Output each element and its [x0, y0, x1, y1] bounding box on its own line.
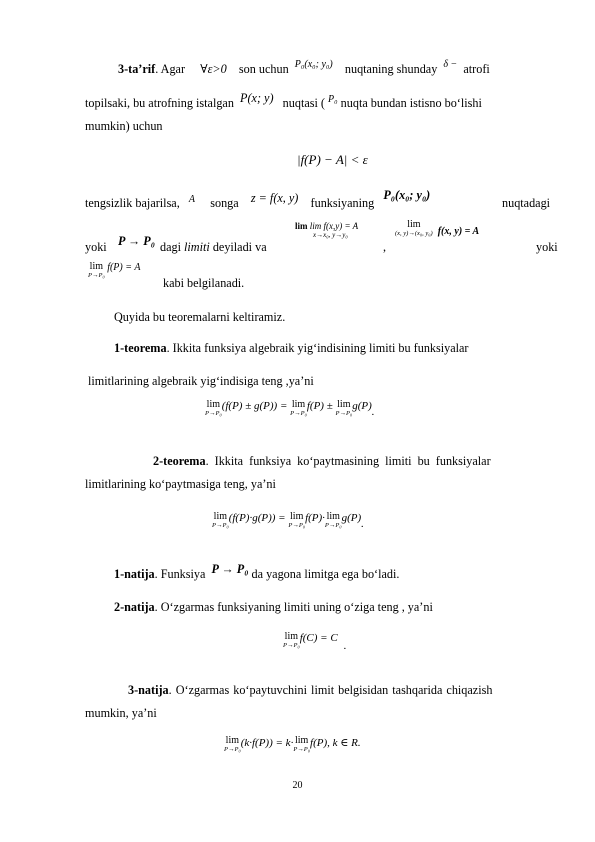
text: yoki: [536, 240, 558, 254]
lim-pair-notation: [395, 219, 480, 238]
point-pxy: P(x; y): [240, 91, 274, 105]
definition-3-line-3: [85, 119, 163, 134]
lim-block: [335, 400, 352, 418]
lim-block: [224, 736, 241, 754]
definition-label: 3-ta’rif: [118, 62, 156, 76]
formula-part: f(P) ±: [306, 400, 336, 412]
text: limitlarining ko‘paytmasiga teng, ya’ni: [85, 477, 276, 491]
limit-value-a: A: [188, 194, 196, 205]
lim-p-notation: [88, 262, 140, 280]
lim-subscript: P→P₀: [293, 746, 311, 753]
text: nuqtaning shunday: [344, 62, 438, 76]
theorem-1-line-1: [114, 341, 469, 356]
lim-word: lim: [291, 399, 306, 410]
text: . Ikkita funksiya ko‘paytmasining limiti bu funksiyalar: [205, 454, 491, 468]
lim-subscript: P→P₀: [288, 522, 306, 529]
lim-word: lim: [407, 219, 421, 230]
definition-3-line-5: [85, 240, 107, 255]
lim-subscript: (x, y)→(x₀, y₀): [395, 230, 433, 237]
lim-word: lim: [213, 511, 228, 522]
text: tengsizlik bajarilsa,: [85, 196, 180, 210]
theorem-2-line-2: [85, 477, 276, 492]
text: kabi belgilanadi.: [163, 276, 245, 290]
arrow-expression: P → P₀: [211, 562, 249, 576]
theorem-1-line-2: [88, 374, 314, 389]
lim-double-notation: [295, 222, 358, 240]
lim-subscript: P→P₀: [283, 642, 300, 649]
lim-word: lim: [225, 735, 240, 746]
lim-subscript: P→P₀: [335, 410, 353, 417]
corollary-3-line-2: [85, 706, 157, 721]
lim-word: lim: [337, 399, 351, 410]
text: mumkin, ya’ni: [85, 706, 157, 720]
inequality-formula: [297, 152, 368, 168]
corollary-label: 2-natija: [114, 600, 155, 614]
theorem-label: 1-teorema: [114, 341, 167, 355]
definition-3-line-2: [85, 91, 482, 112]
lim-subscript: P→P₀: [88, 272, 105, 279]
lim-block: [395, 220, 433, 238]
text: . Agar: [155, 62, 186, 76]
text: . Ikkita funksiya algebraik yig‘indisining limiti bu funksiyalar: [166, 341, 469, 355]
text: . O‘zgarmas funksiyaning limiti uning o‘ziga teng , ya’ni: [154, 600, 433, 614]
lim-word: lim: [295, 735, 309, 746]
corollary-3-line-1: [128, 683, 492, 698]
corollary-1: [114, 562, 400, 582]
lim-subscript: x→x₀, y→y₀: [313, 231, 348, 239]
lim-block: [205, 400, 222, 418]
text: . O‘zgarmas ko‘paytuvchini limit belgisidan tashqarida chiqazish: [168, 683, 493, 697]
text: yoki: [85, 240, 107, 254]
lim-block: [212, 512, 229, 530]
theorem-label: 2-teorema: [153, 454, 206, 468]
formula-part: (k·f(P)) = k·: [240, 737, 294, 749]
limit-term: limiti: [184, 240, 210, 254]
formula-part: f(P), k ∈ R.: [310, 737, 361, 749]
lim-subscript: P→P₀: [212, 522, 229, 529]
text: topilsaki, bu atrofning istalgan: [85, 96, 234, 110]
corollary-label: 1-natija: [114, 567, 155, 581]
lim-word: lim: [206, 399, 221, 410]
lim-expression: f(P) = A: [107, 262, 141, 273]
lim-block: [293, 736, 310, 754]
theorem-2-line-1: [153, 454, 556, 469]
text: nuqtadagi: [502, 196, 551, 210]
point-p0: P₀(x₀; y₀): [294, 59, 333, 70]
formula-part: (f(P) ± g(P)) =: [221, 400, 291, 412]
point-p0-small: P₀: [328, 94, 338, 105]
function-z: z = f(x, y): [250, 191, 299, 205]
epsilon-condition: ∀ε>0: [200, 62, 227, 76]
lim-block: [88, 262, 105, 280]
lim-subscript: P→P₀: [224, 746, 241, 753]
lim-block: [325, 512, 342, 530]
lim-block: [288, 512, 305, 530]
lim-subscript: P→P₀: [324, 522, 342, 529]
formula-part: f(P)·: [305, 512, 325, 524]
definition-3-word-nuqtadagi: [502, 196, 550, 211]
theorem-2-formula: [212, 512, 364, 530]
text: nuqtasi (: [282, 96, 325, 110]
arrow-p-to-p0: [118, 234, 155, 249]
lim-word: lim: [295, 221, 308, 231]
text: da yagona limitga ega bo‘ladi.: [251, 567, 400, 581]
text: funksiyaning: [310, 196, 375, 210]
formula-dot: .: [371, 406, 375, 418]
formula-dot: .: [361, 518, 364, 530]
text: atrofi: [463, 62, 490, 76]
lim-subscript: P→P₀: [205, 410, 222, 417]
definition-3-line-1: [118, 59, 490, 78]
text: mumkin) uchun: [85, 119, 163, 133]
text: songa: [210, 196, 239, 210]
page-number: 20: [292, 780, 303, 791]
formula-part: (f(P)·g(P)) =: [228, 512, 289, 524]
delta-symbol: δ −: [443, 59, 458, 70]
text: son uchun: [238, 62, 289, 76]
lim-word: lim: [89, 261, 104, 272]
definition-3-yoki: [536, 240, 558, 255]
lim-word: lim: [326, 511, 340, 522]
text: dagi: [160, 240, 181, 254]
corollary-2-formula: [283, 632, 346, 650]
corollary-label: 3-natija: [128, 683, 169, 697]
text: . Funksiya: [154, 567, 206, 581]
comma-text: ,: [383, 240, 387, 254]
intro-line: [114, 310, 285, 325]
theorem-1-formula: [205, 400, 374, 418]
formula-part: g(P): [352, 400, 372, 412]
text: nuqta bundan istisno bo‘lishi: [340, 96, 482, 110]
formula-part: g(P): [341, 512, 362, 524]
lim-word: lim: [290, 511, 304, 522]
lim-block: [290, 400, 307, 418]
definition-3-line-5b: [160, 240, 267, 255]
text: deyiladi va: [212, 240, 267, 254]
point-p0: P₀(x₀; y₀): [383, 188, 431, 202]
comma: [383, 240, 386, 255]
inequality: |f(P) − A| < ε: [297, 152, 368, 167]
lim-block: [283, 632, 300, 650]
corollary-3-formula: [224, 736, 361, 754]
formula-part: f(C) = C: [299, 632, 338, 644]
definition-3-end: [163, 276, 244, 291]
lim-expression: lim f(x,y) = A: [309, 221, 359, 231]
lim-expression: f(x, y) = A: [437, 226, 480, 237]
formula-dot: .: [343, 640, 347, 652]
definition-3-line-4: [85, 188, 431, 212]
arrow-expression: P → P₀: [118, 234, 155, 248]
corollary-2: [114, 600, 433, 615]
lim-word: lim: [284, 631, 299, 642]
lim-subscript: P→P₀: [290, 410, 307, 417]
text: Quyida bu teoremalarni keltiramiz.: [114, 310, 286, 324]
text: limitlarining algebraik yig‘indisiga teng ,ya’ni: [88, 374, 314, 388]
